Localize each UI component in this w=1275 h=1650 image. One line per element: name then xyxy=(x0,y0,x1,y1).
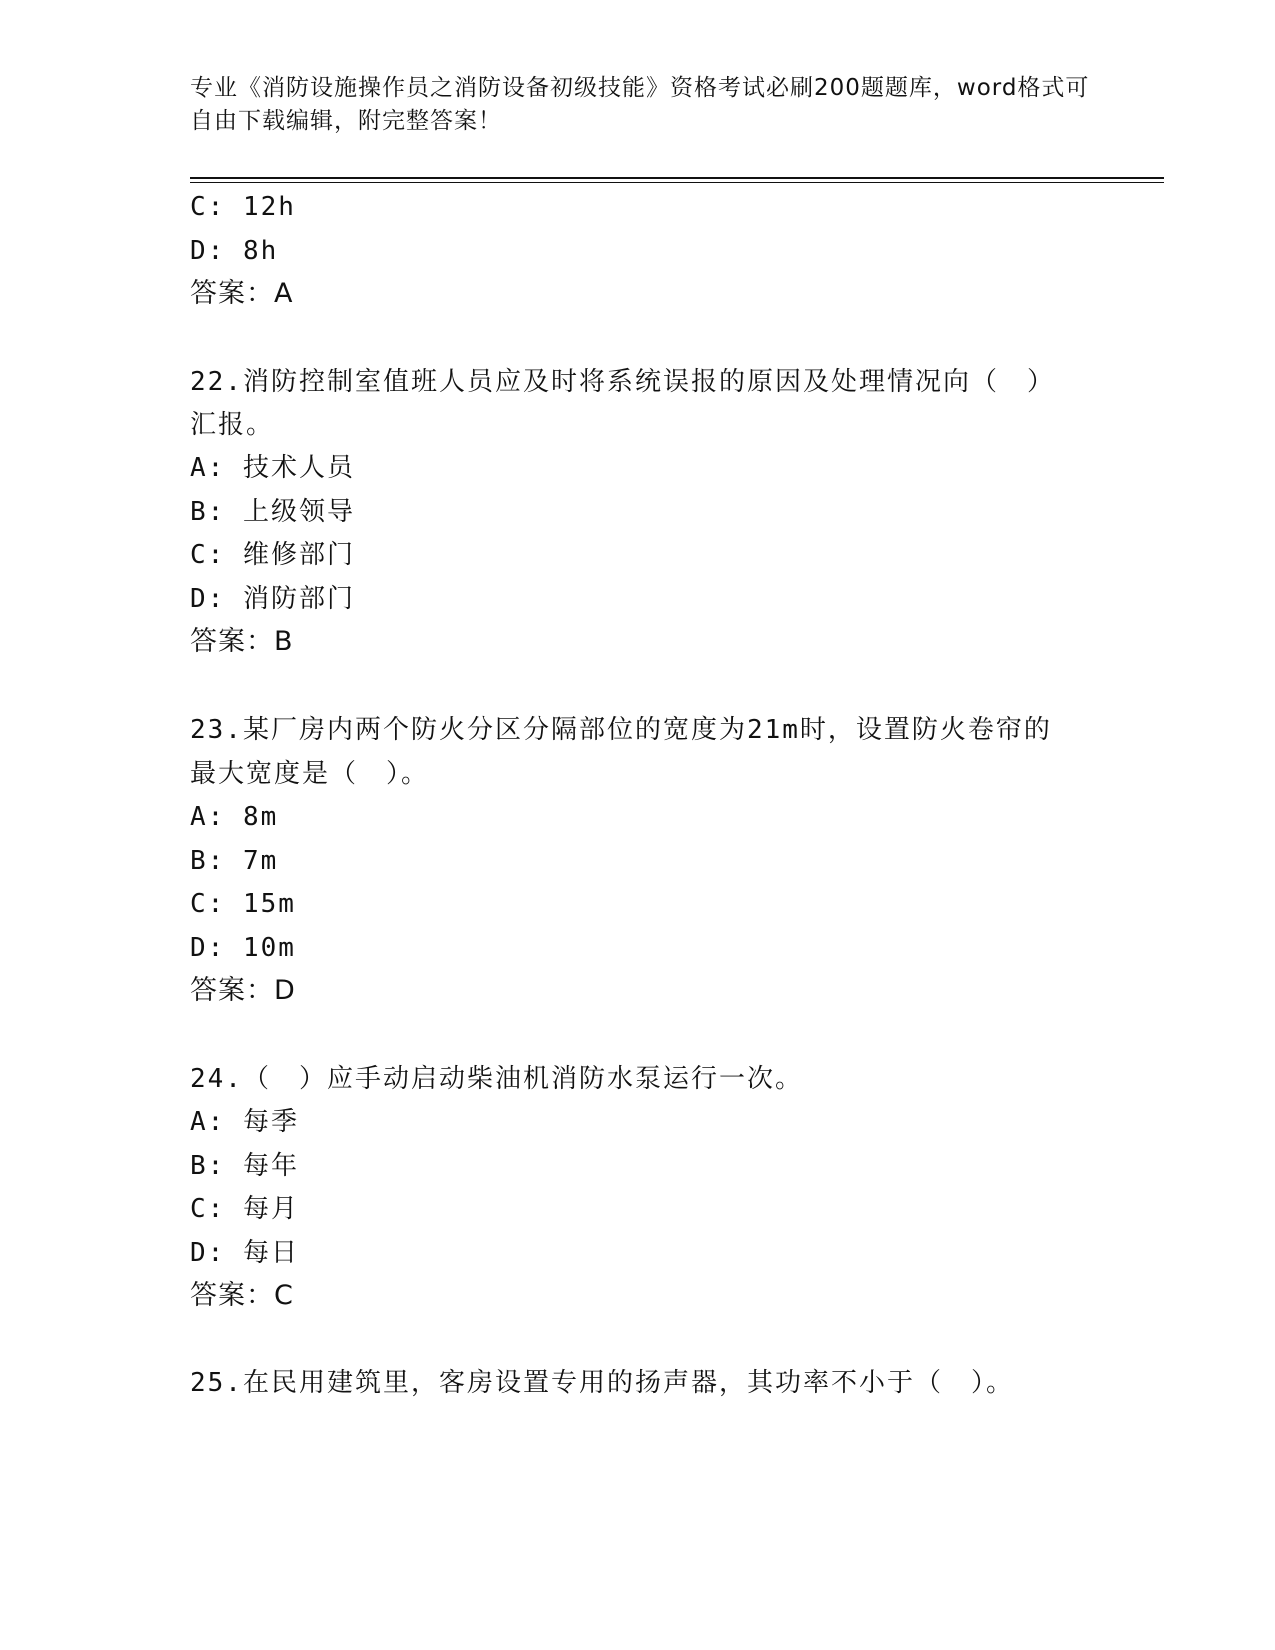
q22-stem-line2: 汇报。 xyxy=(190,410,275,440)
q24-option-d: D: 每日 xyxy=(190,1238,299,1268)
q24-option-b: B: 每年 xyxy=(190,1151,299,1181)
header-divider-thin xyxy=(190,182,1164,183)
q22-stem-line1: 22.消防控制室值班人员应及时将系统误报的原因及处理情况向（ ） xyxy=(190,367,1055,397)
q22-option-c: C: 维修部门 xyxy=(190,540,355,570)
q23-option-b: B: 7m xyxy=(190,846,279,876)
q22-option-a: A: 技术人员 xyxy=(190,453,355,483)
q23-option-d: D: 10m xyxy=(190,933,296,963)
q22-option-b: B: 上级领导 xyxy=(190,497,355,527)
q24-stem-line1: 24.（ ）应手动启动柴油机消防水泵运行一次。 xyxy=(190,1064,803,1094)
document-header: 专业《消防设施操作员之消防设备初级技能》资格考试必刷200题题库，word格式可自由下载编辑，附完整答案！ xyxy=(190,75,1090,134)
q23-stem-line1: 23.某厂房内两个防火分区分隔部位的宽度为21m时，设置防火卷帘的 xyxy=(190,715,1052,745)
q23-answer: 答案：D xyxy=(190,975,296,1006)
q22-option-d: D: 消防部门 xyxy=(190,584,355,614)
q23-stem-line2: 最大宽度是（ ）。 xyxy=(190,759,430,789)
header-divider xyxy=(190,177,1164,179)
q25-stem-line1: 25.在民用建筑里，客房设置专用的扬声器，其功率不小于（ ）。 xyxy=(190,1368,1014,1398)
prev-option-c: C: 12h xyxy=(190,192,296,222)
q23-option-a: A: 8m xyxy=(190,802,279,832)
prev-option-d: D: 8h xyxy=(190,236,279,266)
prev-answer: 答案：A xyxy=(190,278,294,309)
q22-answer: 答案：B xyxy=(190,626,294,657)
q23-option-c: C: 15m xyxy=(190,889,296,919)
q24-answer: 答案：C xyxy=(190,1280,294,1311)
q24-option-a: A: 每季 xyxy=(190,1107,299,1137)
q24-option-c: C: 每月 xyxy=(190,1194,299,1224)
